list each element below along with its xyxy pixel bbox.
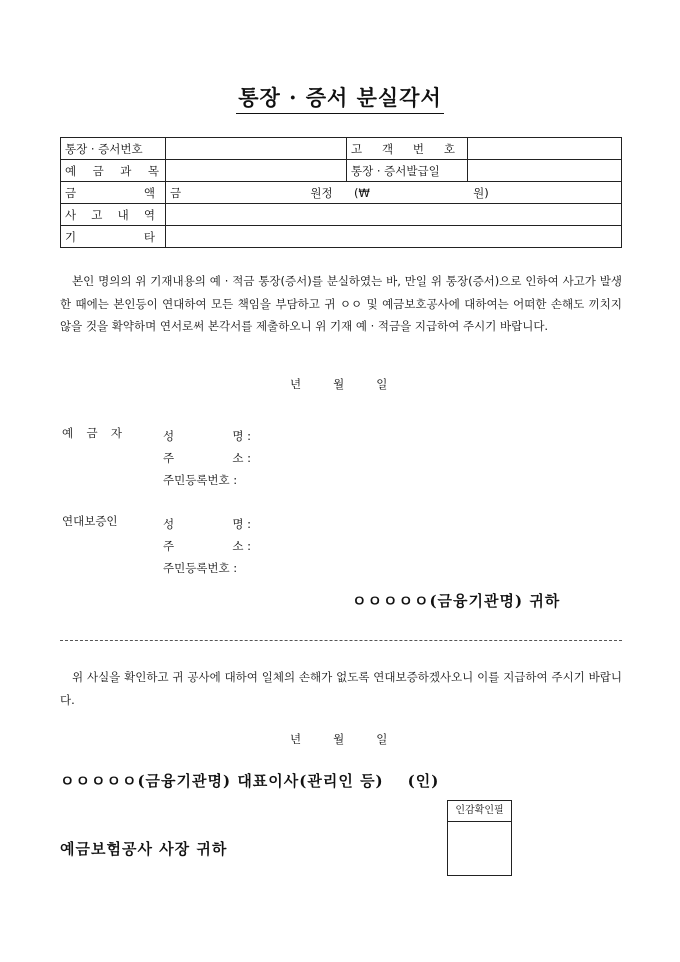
label-account-no: 통장 · 증서번호 bbox=[61, 138, 166, 160]
label-issue-date: 통장 · 증서발급일 bbox=[347, 160, 468, 182]
value-customer-no[interactable] bbox=[468, 138, 622, 160]
date-line: 년 월 일 bbox=[290, 377, 388, 391]
guarantor-label: 연대보증인 bbox=[62, 514, 118, 528]
date-line-2: 년 월 일 bbox=[290, 732, 388, 746]
table-row bbox=[61, 138, 622, 160]
guarantor-name-field[interactable]: 성 명 : bbox=[163, 517, 251, 531]
addressee-bank: ㅇㅇㅇㅇㅇ(금융기관명) 귀하 bbox=[352, 592, 561, 610]
depositor-rrn-field[interactable]: 주민등록번호 : bbox=[163, 473, 238, 487]
depositor-name-field[interactable]: 성 명 : bbox=[163, 429, 251, 443]
depositor-address-field[interactable]: 주 소 : bbox=[163, 451, 251, 465]
addressee-kdic: 예금보험공사 사장 귀하 bbox=[60, 840, 228, 858]
guarantor-fields bbox=[163, 513, 251, 579]
label-incident: 사 고 내 역 bbox=[61, 204, 166, 226]
value-issue-date[interactable] bbox=[468, 160, 622, 182]
label-other: 기 타 bbox=[61, 226, 166, 248]
value-incident[interactable] bbox=[166, 204, 622, 226]
cut-line-divider bbox=[60, 640, 622, 641]
table-row bbox=[61, 160, 622, 182]
depositor-fields bbox=[163, 425, 251, 491]
guarantor-address-field[interactable]: 주 소 : bbox=[163, 539, 251, 553]
table-row bbox=[61, 182, 622, 204]
document-title: 통장 · 증서 분실각서 bbox=[0, 82, 680, 112]
info-table bbox=[60, 137, 622, 248]
guarantor-rrn-field[interactable]: 주민등록번호 : bbox=[163, 561, 238, 575]
seal-verification-label: 인감확인필 bbox=[448, 801, 511, 822]
value-deposit-type[interactable] bbox=[166, 160, 347, 182]
representative-line: ㅇㅇㅇㅇㅇ(금융기관명) 대표이사(관리인 등) (인) bbox=[60, 772, 440, 790]
confirmation-paragraph: 위 사실을 확인하고 귀 공사에 대하여 일체의 손해가 없도록 연대보증하겠사오니 이를 지급하여 주시기 바랍니다. bbox=[60, 670, 622, 707]
seal-verification-box bbox=[447, 800, 512, 876]
value-other[interactable] bbox=[166, 226, 622, 248]
value-account-no[interactable] bbox=[166, 138, 347, 160]
table-row bbox=[61, 204, 622, 226]
value-amount[interactable]: 금 원정 (₩ 원) bbox=[166, 182, 622, 204]
label-customer-no: 고 객 번 호 bbox=[347, 138, 468, 160]
label-amount: 금 액 bbox=[61, 182, 166, 204]
depositor-label: 예 금 자 bbox=[62, 426, 122, 440]
table-row bbox=[61, 226, 622, 248]
statement-paragraph: 본인 명의의 위 기재내용의 예 · 적금 통장(증서)를 분실하였는 바, 만일 위 통장(증서)으로 인하여 사고가 발생한 때에는 본인등이 연대하여 모든 책임을 부담하고 귀 ㅇㅇ 및 예금보호공사에 대하여는 어떠한 손해도 끼치지 않을 것을 확약하며 연서로써 본각서를 제출하오니 위 기재 예 · 적금을 지급하여 주시기 바랍니다. bbox=[60, 274, 622, 333]
label-deposit-type: 예 금 과 목 bbox=[61, 160, 166, 182]
seal-mark: (인) bbox=[407, 772, 440, 790]
